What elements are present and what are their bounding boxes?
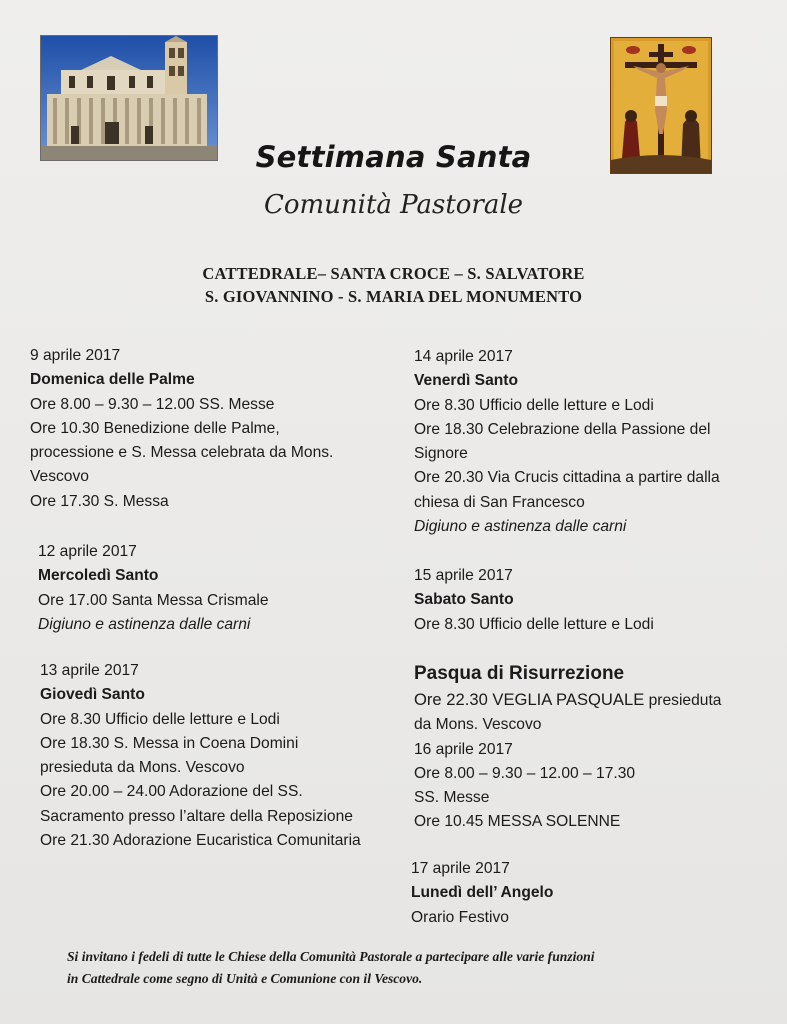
event-line: da Mons. Vescovo: [414, 716, 542, 734]
event-date: 14 aprile 2017: [414, 348, 513, 365]
churches-line-1: CATTEDRALE– SANTA CROCE – S. SALVATORE: [202, 264, 585, 283]
churches-list: [0, 262, 787, 308]
event-line: Orario Festivo: [411, 908, 509, 926]
event-line: SS. Messe: [414, 789, 490, 807]
event-giovedi-santo: [40, 659, 361, 853]
event-name: Giovedì Santo: [40, 686, 145, 704]
event-line: Vescovo: [30, 468, 89, 486]
event-line-veglia: [414, 688, 721, 713]
event-line: Ore 10.45 MESSA SOLENNE: [414, 813, 621, 831]
event-line: Ore 10.30 Benedizione delle Palme,: [30, 419, 280, 437]
event-note: Digiuno e astinenza dalle carni: [414, 518, 627, 536]
footer-line-1: Si invitano i fedeli di tutte le Chiese della Comunità Pastorale a partecipare alle varie funzioni: [67, 949, 595, 964]
event-date: 17 aprile 2017: [411, 860, 510, 877]
event-line: Ore 8.30 Ufficio delle letture e Lodi: [414, 396, 654, 414]
event-name: Venerdì Santo: [414, 372, 518, 390]
event-name: Pasqua di Risurrezione: [414, 663, 625, 684]
page-subtitle: Comunità Pastorale: [263, 190, 524, 220]
event-note: Digiuno e astinenza dalle carni: [38, 615, 251, 633]
footer-invitation: [67, 946, 747, 990]
event-line: Ore 20.00 – 24.00 Adorazione del SS.: [40, 783, 303, 801]
event-line: Ore 20.30 Via Crucis cittadina a partire dalla: [414, 469, 720, 487]
event-name: Mercoledì Santo: [38, 567, 159, 585]
event-date: 15 aprile 2017: [414, 567, 513, 584]
veglia-suffix: presieduta: [648, 692, 722, 709]
event-mercoledi-santo: [38, 540, 269, 637]
event-date: 12 aprile 2017: [38, 543, 137, 560]
event-line: Ore 17.00 Santa Messa Crismale: [38, 591, 269, 609]
event-line: presieduta da Mons. Vescovo: [40, 759, 245, 777]
event-line: Ore 17.30 S. Messa: [30, 492, 169, 510]
event-line: Ore 8.00 – 9.30 – 12.00 – 17.30: [414, 764, 636, 782]
event-line: Signore: [414, 445, 468, 463]
event-line: Ore 18.30 S. Messa in Coena Domini: [40, 734, 299, 752]
veglia-main: Ore 22.30 VEGLIA PASQUALE: [414, 690, 645, 709]
event-name: Sabato Santo: [414, 591, 514, 609]
event-name: Domenica delle Palme: [30, 371, 195, 389]
event-name: Lunedì dell’ Angelo: [411, 884, 554, 902]
event-line: Ore 8.30 Ufficio delle letture e Lodi: [40, 710, 280, 728]
event-lunedi-angelo: [411, 857, 553, 930]
event-line: processione e S. Messa celebrata da Mons.: [30, 444, 334, 462]
event-venerdi-santo: [414, 345, 720, 539]
footer-line-2: in Cattedrale come segno di Unità e Comunione con il Vescovo.: [67, 971, 423, 986]
event-date: 13 aprile 2017: [40, 662, 139, 679]
churches-line-2: S. GIOVANNINO - S. MARIA DEL MONUMENTO: [204, 287, 583, 306]
event-domenica-palme: [30, 344, 333, 514]
event-date: 9 aprile 2017: [30, 347, 121, 364]
event-line: chiesa di San Francesco: [414, 493, 585, 511]
event-date: 16 aprile 2017: [414, 740, 513, 758]
event-line: Sacramento presso l’altare della Reposizione: [40, 807, 353, 825]
event-pasqua: [414, 659, 721, 835]
event-line: Ore 8.30 Ufficio delle letture e Lodi: [414, 615, 654, 633]
event-line: Ore 8.00 – 9.30 – 12.00 SS. Messe: [30, 395, 275, 413]
page-title: Settimana Santa: [255, 140, 532, 174]
event-line: Ore 18.30 Celebrazione della Passione del: [414, 420, 711, 438]
event-sabato-santo: [414, 564, 654, 637]
event-line: Ore 21.30 Adorazione Eucaristica Comunitaria: [40, 832, 361, 850]
